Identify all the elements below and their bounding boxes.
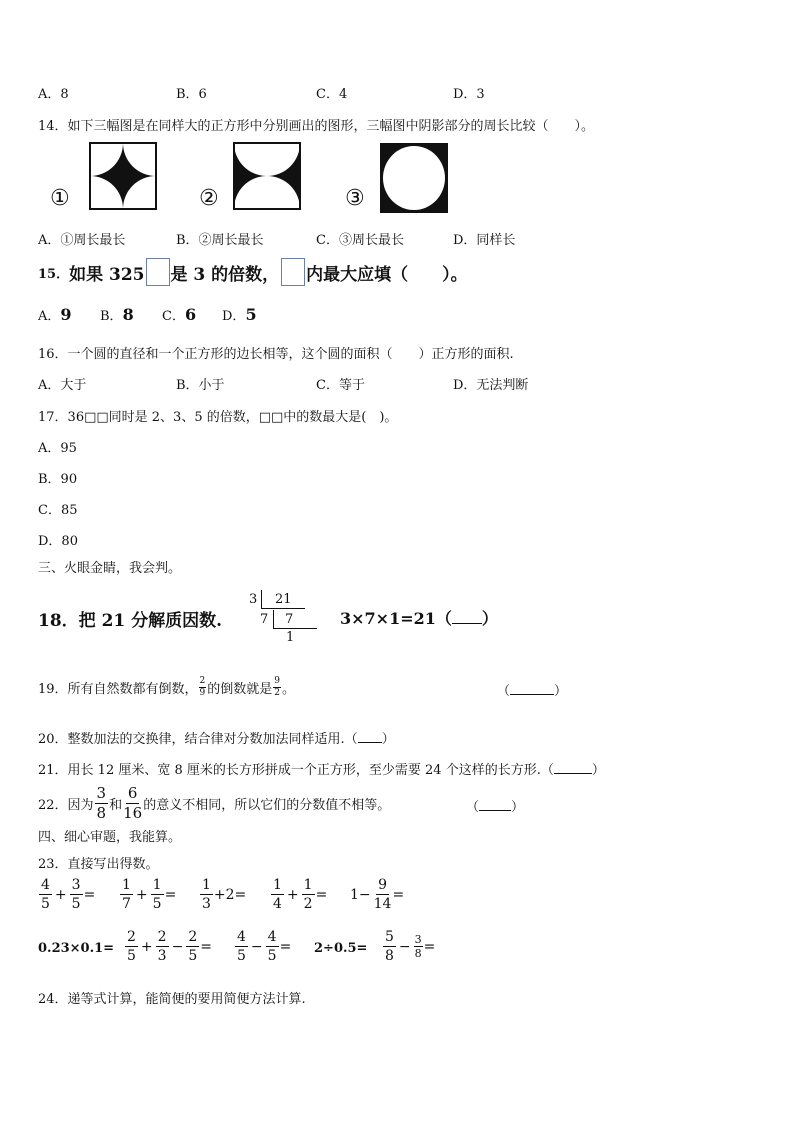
q22-text: 22．因为 $\frac{3}{8}$ 和 $\frac{6}{16}$ 的意义不相同，所以它们的分数值不相等。 xyxy=(38,784,391,822)
q17-stem: 17．36□□同时是 2、3、5 的倍数，□□中的数最大是( )。 xyxy=(38,410,398,425)
divisor-3: 3 xyxy=(249,592,258,607)
figure-3-label: ③ xyxy=(345,186,365,211)
q16-stem: 16．一个圆的直径和一个正方形的边长相等，这个圆的面积（ ）正方形的面积. xyxy=(38,347,514,362)
expression-r1-3: $\frac{1}{3}$ +2= xyxy=(202,877,247,912)
q17-option-d: D．80 xyxy=(38,534,78,549)
q15-stem xyxy=(38,258,468,286)
q24-stem: 24．递等式计算，能简便的要用简便方法计算. xyxy=(38,992,306,1007)
figure-2-label: ② xyxy=(199,186,219,211)
figure-1-four-quarter-circles xyxy=(89,142,157,210)
expression-r2-5: $\frac{5}{8}$ − $\frac{3}{8}$ = xyxy=(385,929,436,964)
q15-option-b: B．8 xyxy=(100,305,134,324)
expression-r2-4: 2÷0.5= xyxy=(314,941,368,956)
q23-stem: 23．直接写出得数。 xyxy=(38,857,159,872)
q13-option-b: B．6 xyxy=(176,87,207,102)
q19-text: 19．所有自然数都有倒数， $\frac{2}{9}$ 的倒数就是 $\frac{9}{2}$ 。 xyxy=(38,676,296,698)
q22-answer: （ ） xyxy=(466,800,525,815)
expression-r1-5: 1− $\frac{9}{14}$ = xyxy=(350,877,405,912)
q15-option-c: C．6 xyxy=(162,305,197,324)
q18-text: 18．把 21 分解质因数. xyxy=(38,611,223,631)
q15-number: 15． xyxy=(38,266,70,282)
fraction-2-9: $\frac{2}{9}$ xyxy=(199,676,206,698)
answer-blank xyxy=(510,682,554,695)
section-3-heading: 三、火眼金睛，我会判。 xyxy=(38,561,182,576)
q18-equation: 3×7×1=21（ ） xyxy=(340,609,498,628)
answer-blank xyxy=(479,798,511,811)
division-bar-vertical xyxy=(273,610,274,629)
answer-blank xyxy=(358,730,382,743)
q15-part1: 如果 325 xyxy=(69,264,145,285)
q14-option-a: A．①周长最长 xyxy=(38,233,126,248)
q16-option-c: C．等于 xyxy=(316,378,365,393)
q13-option-a: A．8 xyxy=(38,87,69,102)
quotient-1: 1 xyxy=(286,630,295,645)
section-4-heading: 四、细心审题，我能算。 xyxy=(38,830,182,845)
q21-text: 21．用长 12 厘米、宽 8 厘米的长方形拼成一个正方形，至少需要 24 个这样的长方形.（ ） xyxy=(38,763,605,778)
q20-text: 20．整数加法的交换律，结合律对分数加法同样适用.（ ） xyxy=(38,732,395,747)
expression-r1-4: $\frac{1}{4}$ + $\frac{1}{2}$ = xyxy=(273,877,328,912)
q13-option-d: D．3 xyxy=(453,87,485,102)
quotient-7: 7 xyxy=(285,612,294,627)
q15-option-d: D．5 xyxy=(222,305,257,324)
fraction-9-2: $\frac{9}{2}$ xyxy=(274,676,281,698)
fraction-6-16: $\frac{6}{16}$ xyxy=(123,784,143,822)
expression-r1-1: $\frac{4}{5}$ + $\frac{3}{5}$ = xyxy=(41,877,96,912)
figure-3-inscribed-circle xyxy=(379,142,449,214)
short-division-diagram xyxy=(249,590,321,646)
expression-r1-2: $\frac{1}{7}$ + $\frac{1}{5}$ = xyxy=(122,877,177,912)
division-bar-vertical xyxy=(261,590,262,609)
q17-option-c: C．85 xyxy=(38,503,78,518)
q15-part3: 内最大应填（ ）。 xyxy=(306,264,468,285)
q14-stem: 14．如下三幅图是在同样大的正方形中分别画出的图形，三幅图中阴影部分的周长比较（ ）。 xyxy=(38,119,595,134)
fraction-3-8: $\frac{3}{8}$ xyxy=(96,784,107,822)
divisor-7: 7 xyxy=(260,612,269,627)
q14-option-c: C．③周长最长 xyxy=(316,233,404,248)
q14-option-b: B．②周长最长 xyxy=(176,233,264,248)
figure-1-label: ① xyxy=(50,186,70,211)
q17-option-a: A．95 xyxy=(38,441,77,456)
answer-box xyxy=(281,258,305,286)
q16-option-d: D．无法判断 xyxy=(453,378,529,393)
dividend-21: 21 xyxy=(275,592,292,607)
expression-r2-1: 0.23×0.1= xyxy=(38,941,115,956)
q15-option-a: A．9 xyxy=(38,305,72,324)
answer-box xyxy=(146,258,170,286)
q19-answer: （ ） xyxy=(497,684,568,699)
division-bar-horizontal xyxy=(261,608,305,609)
expression-r2-3: $\frac{4}{5}$ − $\frac{4}{5}$ = xyxy=(237,929,292,964)
q13-option-c: C．4 xyxy=(316,87,348,102)
figure-2-two-semicircles xyxy=(233,142,301,210)
q14-option-d: D．同样长 xyxy=(453,233,516,248)
q17-option-b: B．90 xyxy=(38,472,78,487)
answer-blank xyxy=(554,761,592,774)
q16-option-b: B．小于 xyxy=(176,378,225,393)
answer-blank xyxy=(452,611,482,624)
q15-part2: 是 3 的倍数， xyxy=(170,264,280,285)
expression-r2-2: $\frac{2}{5}$ + $\frac{2}{3}$ − $\frac{2}{5}$ = xyxy=(127,929,212,964)
division-bar-horizontal xyxy=(273,628,317,629)
q16-option-a: A．大于 xyxy=(38,378,87,393)
